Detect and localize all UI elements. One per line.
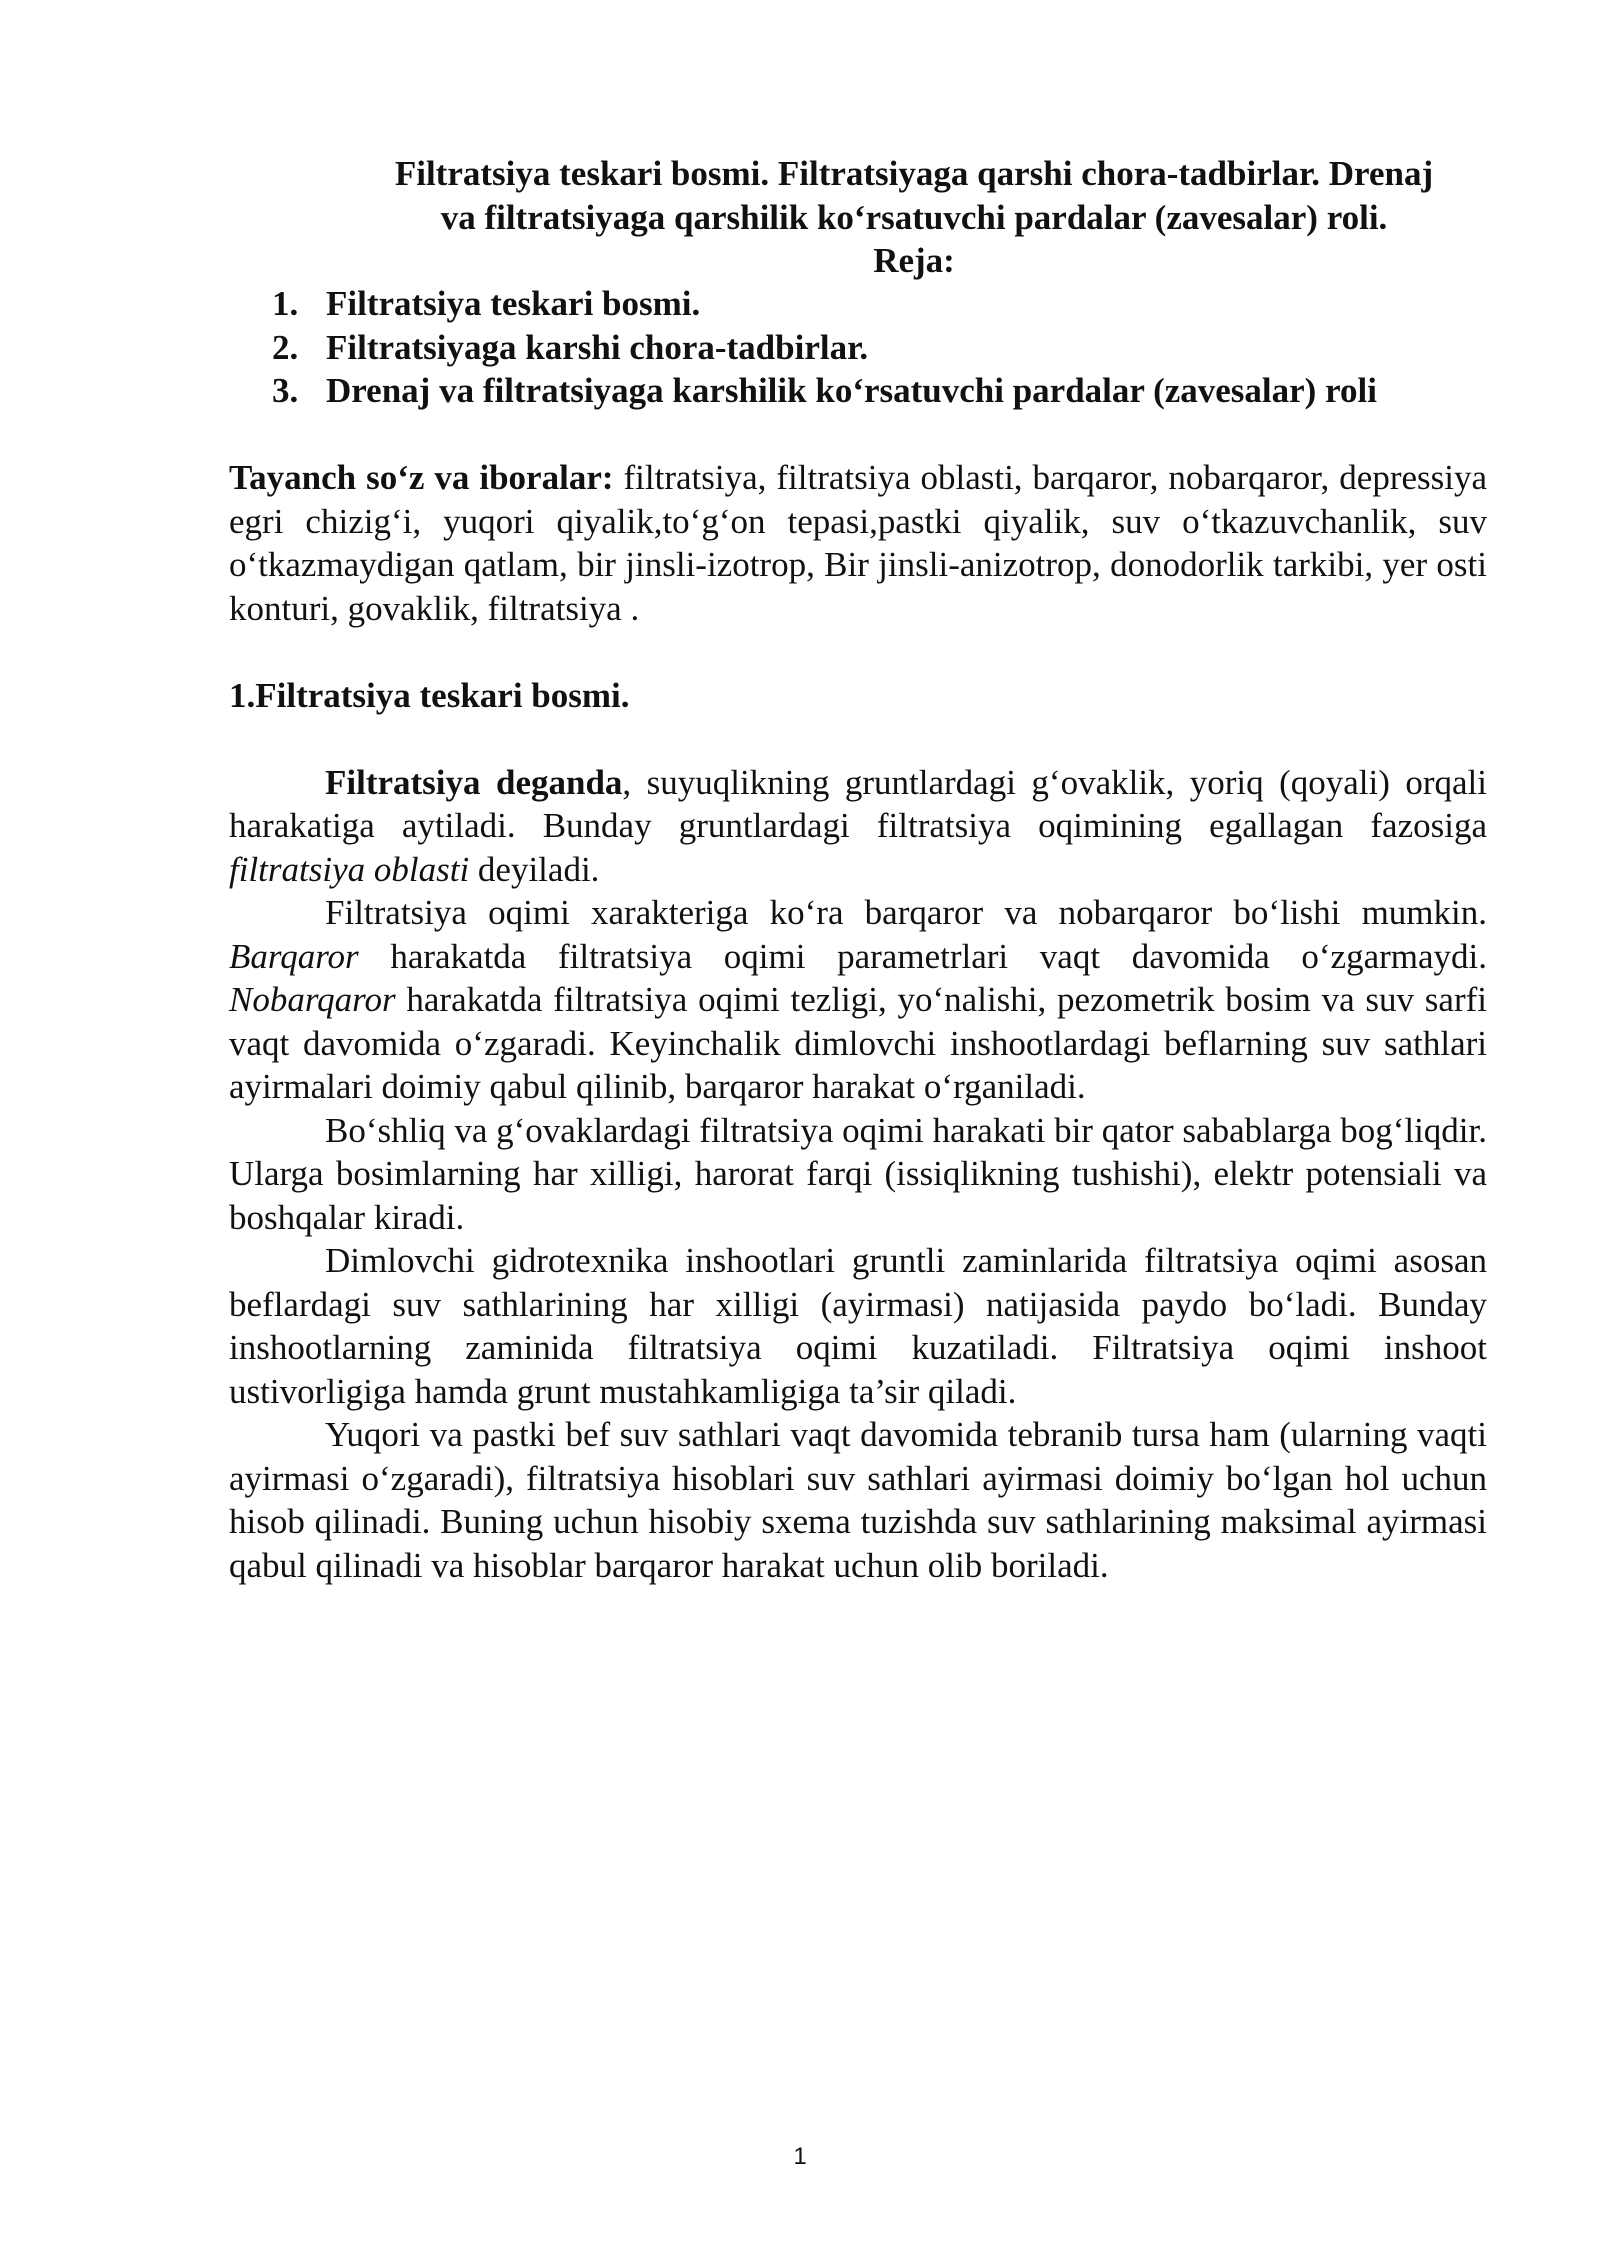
section-heading: 1.Filtratsiya teskari bosmi.	[229, 675, 630, 715]
page-number: 1	[793, 2143, 807, 2170]
title-line-2: va filtratsiyaga qarshilik ko‘rsatuvchi pardalar (zavesalar) roli.	[440, 197, 1388, 237]
body-paragraph-4: Dimlovchi gidrotexnika inshootlari gruntli zaminlarida filtratsiya oqimi asosan beflardagi suv sathlarining har xilligi (ayirmasi) natijasida paydo bo‘ladi. Bunday inshootlarning zaminida filtratsiya oqimi kuzatiladi. Filtratsiya oqimi inshoot ustivorligiga hamda grunt mustahkamligiga ta’sir qiladi.	[229, 1241, 1487, 1411]
body-paragraph-5: Yuqori va pastki bef suv sathlari vaqt davomida tebranib tursa ham (ularning vaqti ayirmasi o‘zgaradi), filtratsiya hisoblari suv sathlari ayirmasi doimiy bo‘lgan hol uchun hisob qilinadi. Buning uchun hisobiy sxema tuzishda suv sathlarining maksimal ayirmasi qabul qilinadi va hisoblar barqaror harakat uchun olib boriladi.	[229, 1415, 1487, 1585]
plan-heading: Reja:	[873, 241, 955, 280]
plan-item	[272, 369, 1512, 413]
body-paragraph-1	[229, 761, 1487, 892]
body-paragraph-2	[229, 891, 1487, 1109]
paragraph-text: harakatda filtratsiya oqimi tezligi, yo‘nalishi, pezometrik bosim va suv sarfi vaqt davomida o‘zgaradi. Keyinchalik dimlovchi inshootlardagi beflarning suv sathlari ayirmalari doimiy qabul qilinib, barqaror harakat o‘rganiladi.	[229, 980, 1487, 1106]
paragraph-text: harakatda filtratsiya oqimi parametrlari vaqt davomida o‘zgarmaydi.	[358, 936, 1487, 976]
keywords-label: Tayanch so‘z va iboralar:	[229, 458, 614, 497]
paragraph-text: , suyuqlikning gruntlardagi g‘ovaklik, yoriq (qoyali) orqali harakatiga aytiladi. Bunday gruntlardagi filtratsiya oqimining egallagan fazosiga	[229, 762, 1488, 845]
keywords-text: filtratsiya, filtratsiya oblasti, barqaror, nobarqaror, depressiya egri chizig‘i, yuqori qiyalik,to‘g‘on tepasi,pastki qiyalik, suv o‘tkazuvchanlik, suv o‘tkazmaydigan qatlam, bir jinsli-izotrop, Bir jinsli-anizotrop, donodorlik tarkibi, yer osti konturi, govaklik, filtratsiya .	[229, 458, 1488, 628]
title-line-1: Filtratsiya teskari bosmi. Filtratsiyaga qarshi chora-tadbirlar. Drenaj	[394, 154, 1434, 193]
plan-item-text: Filtratsiyaga karshi chora-tadbirlar.	[326, 327, 869, 367]
term-filtratsiya-oblasti: filtratsiya oblasti	[229, 849, 470, 889]
plan-list	[272, 282, 1512, 413]
body-paragraph-3: Bo‘shliq va g‘ovaklardagi filtratsiya oqimi harakati bir qator sabablarga bog‘liqdir. Ularga bosimlarning har xilligi, harorat farqi (issiqlikning tushishi), elektr potensiali va boshqalar kiradi.	[229, 1110, 1487, 1237]
paragraph-text: deyiladi.	[469, 849, 600, 889]
plan-item-text: Drenaj va filtratsiyaga karshilik ko‘rsatuvchi pardalar (zavesalar) roli	[326, 371, 1377, 410]
document-title	[344, 152, 1484, 283]
paragraph-text: Filtratsiya oqimi xarakteriga ko‘ra barqaror va nobarqaror bo‘lishi mumkin.	[325, 893, 1487, 932]
term-barqaror: Barqaror	[229, 936, 359, 976]
plan-item	[272, 326, 1512, 370]
plan-item-number: 2.	[272, 327, 299, 367]
keywords-paragraph	[229, 456, 1487, 630]
term-nobarqaror: Nobarqaror	[229, 980, 396, 1019]
term-filtratsiya-deganda: Filtratsiya deganda	[325, 762, 623, 802]
plan-item-text: Filtratsiya teskari bosmi.	[326, 284, 701, 323]
plan-item-number: 3.	[272, 371, 299, 410]
document-body	[229, 456, 1487, 1587]
plan-item	[272, 282, 1512, 326]
plan-item-number: 1.	[272, 284, 299, 323]
